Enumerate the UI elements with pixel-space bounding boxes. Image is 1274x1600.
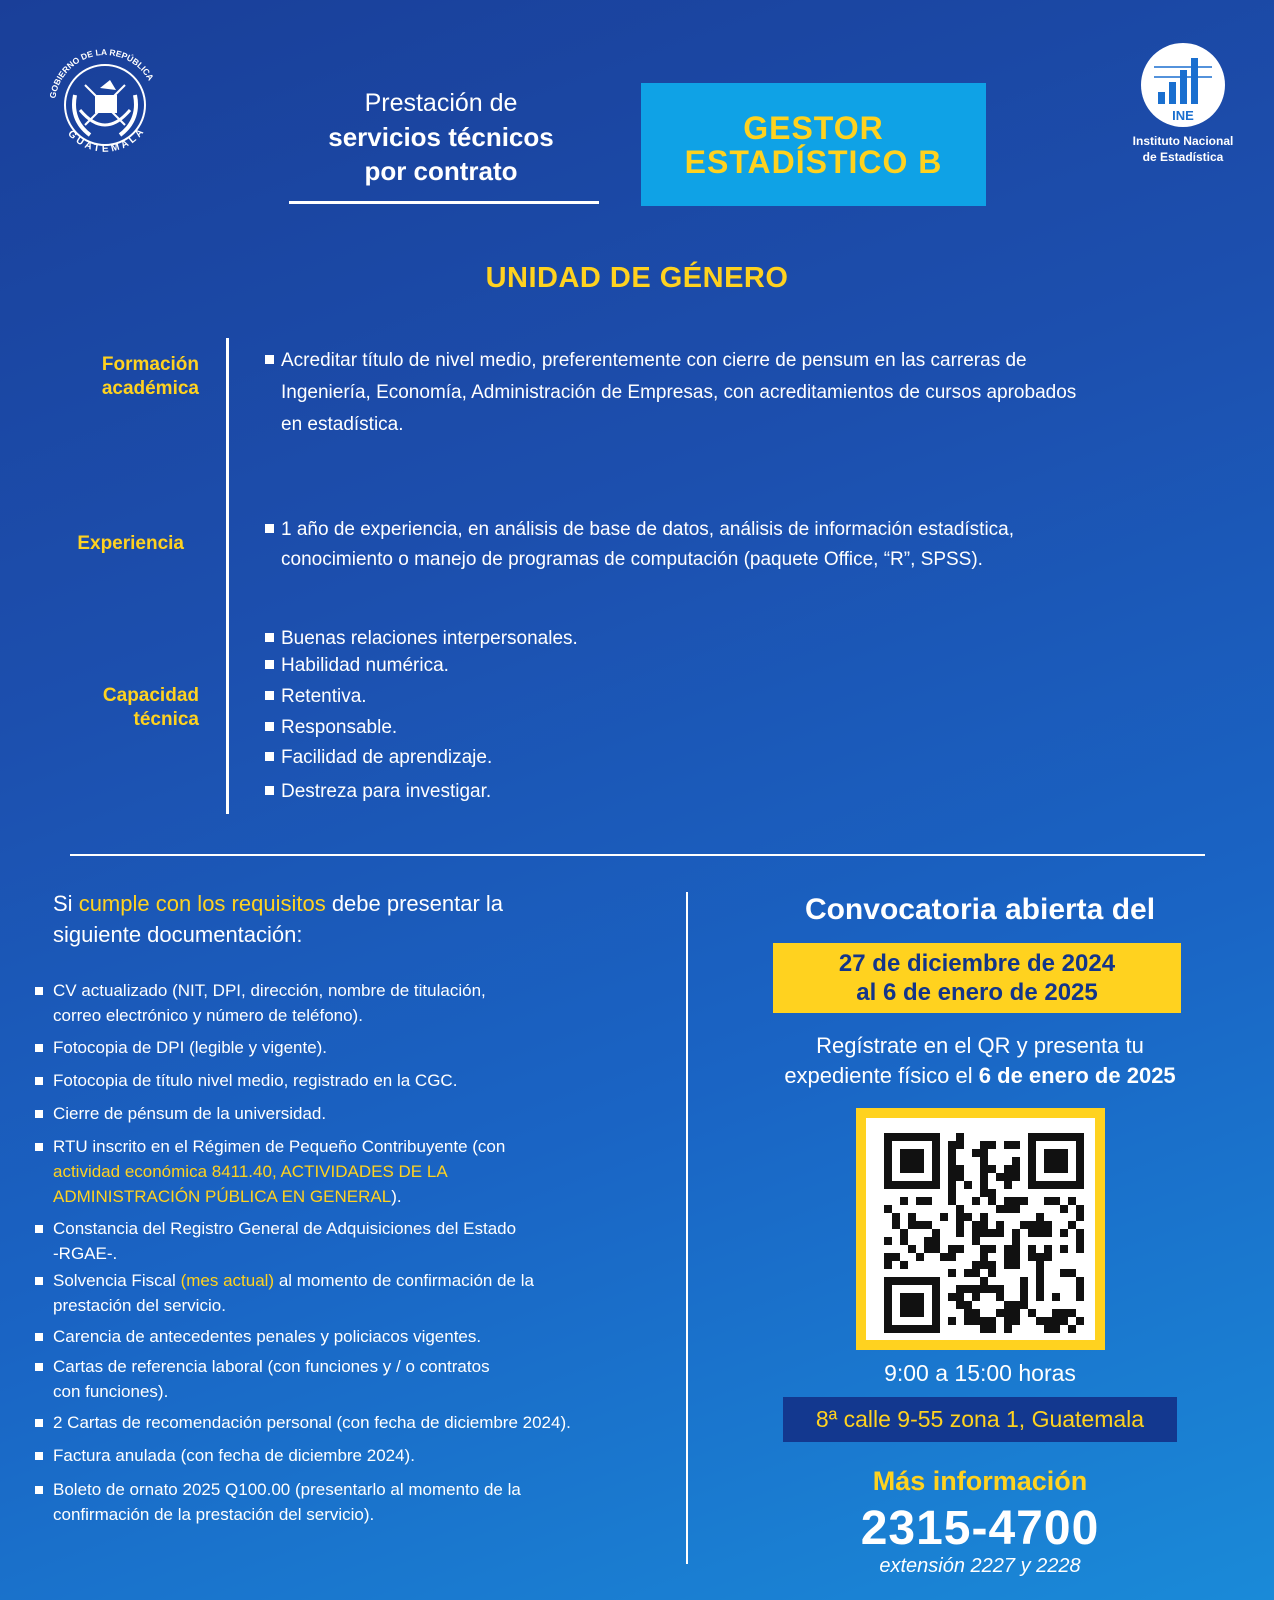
doc-line: 2 Cartas de recomendación personal (con fecha de diciembre 2024). (53, 1413, 571, 1432)
seal-text-top: GOBIERNO DE LA REPÚBLICA (47, 46, 156, 100)
list-item (35, 1354, 695, 1404)
list-item (35, 1477, 695, 1527)
list-item (35, 1068, 695, 1093)
doc-line: prestación del servicio. (53, 1296, 226, 1315)
section-divider (70, 854, 1205, 856)
doc-line: Solvencia Fiscal (53, 1271, 181, 1290)
bullet-square-icon (265, 524, 274, 533)
more-info-label: Más información (872, 1466, 1088, 1496)
bullet-square-icon (265, 786, 274, 795)
capacidad-item-text: Destreza para investigar. (281, 781, 492, 802)
list-item (35, 1035, 695, 1060)
doc-line: con funciones). (53, 1382, 169, 1401)
experiencia-bullet (265, 514, 1014, 546)
capacidad-item-text: Habilidad numérica. (281, 655, 449, 676)
position-line-1: GESTOR (743, 109, 884, 146)
ine-bar-chart-icon (1140, 42, 1226, 128)
bullet-square-icon (265, 722, 274, 731)
ine-name-line-1: Instituto Nacional (1132, 134, 1234, 148)
bullet-square-icon (265, 633, 274, 642)
list-item (35, 1410, 695, 1435)
doc-line: Carencia de antecedentes penales y policiacos vigentes. (53, 1327, 482, 1346)
ine-abbr: INE (1172, 108, 1194, 123)
capacidad-item-text: Buenas relaciones interpersonales. (281, 628, 578, 649)
doc-line: confirmación de la prestación del servicio). (53, 1505, 375, 1524)
doc-line: Boleto de ornato 2025 Q100.00 (presentarlo al momento de la (53, 1480, 521, 1499)
bullet-square-icon (265, 691, 274, 700)
formacion-line-1: Acreditar título de nivel medio, preferentemente con cierre de pensum en las carreras de (281, 350, 1027, 371)
experiencia-line-2: conocimiento o manejo de programas de computación (paquete Office, “R”, SPSS). (281, 549, 983, 570)
unit-title: UNIDAD DE GÉNERO (485, 262, 789, 294)
capacidad-item (265, 742, 492, 774)
capacidad-item-text: Facilidad de aprendizaje. (281, 747, 493, 768)
register-date: 6 de enero de 2025 (978, 1063, 1176, 1088)
office-hours: 9:00 a 15:00 horas (884, 1360, 1076, 1386)
subtitle-line-2: servicios técnicos (328, 122, 554, 152)
doc-line: Cierre de pénsum de la universidad. (53, 1104, 327, 1123)
address: 8ª calle 9-55 zona 1, Guatemala (783, 1397, 1177, 1442)
vertical-divider (686, 892, 688, 1564)
doc-line: Factura anulada (con fecha de diciembre 2024). (53, 1446, 415, 1465)
capacidad-label (60, 684, 199, 732)
bullet-square-icon (265, 355, 274, 364)
qr-code[interactable] (866, 1118, 1095, 1340)
call-title: Convocatoria abierta del (804, 893, 1156, 926)
doc-line: Cartas de referencia laboral (con funciones y / o contratos (53, 1357, 490, 1376)
capacidad-item (265, 776, 491, 808)
docs-intro-line-2: siguiente documentación: (53, 922, 303, 947)
formacion-label (60, 353, 199, 401)
documents-list (35, 978, 695, 1527)
list-item (35, 1134, 695, 1209)
subtitle-line-1: Prestación de (364, 89, 518, 117)
doc-line: al momento de confirmación de la (274, 1271, 534, 1290)
formacion-label-line-2: académica (101, 378, 199, 399)
doc-line: -RGAE-. (53, 1244, 118, 1263)
list-item (35, 1324, 695, 1349)
docs-intro-pre: Si (53, 891, 79, 916)
experiencia-line-1: 1 año de experiencia, en análisis de base de datos, análisis de información estadística, (281, 519, 1015, 540)
requirements-divider (226, 338, 229, 814)
call-dates-box (773, 943, 1181, 1013)
formacion-line-2: Ingeniería, Economía, Administración de Empresas, con acreditamientos de cursos aprobados (281, 382, 1077, 403)
qr-code-icon[interactable] (866, 1118, 1095, 1340)
list-item (35, 1443, 695, 1468)
doc-highlight: ADMINISTRACIÓN PÚBLICA EN GENERAL (53, 1187, 392, 1206)
doc-line: ). (391, 1187, 402, 1206)
position-title-box (641, 83, 986, 206)
list-item (35, 1216, 695, 1266)
docs-intro (53, 888, 653, 950)
register-line-2: expediente físico el (784, 1063, 979, 1088)
capacidad-label-line-1: Capacidad (102, 685, 199, 706)
ine-name-line-2: de Estadística (1142, 150, 1224, 164)
bullet-square-icon (265, 660, 274, 669)
experiencia-label: Experiencia (77, 533, 184, 554)
bullet-square-icon (265, 752, 274, 761)
capacidad-item (265, 712, 397, 744)
header-underline (289, 201, 599, 204)
capacidad-label-line-2: técnica (133, 709, 199, 730)
capacidad-item-text: Responsable. (281, 717, 398, 738)
service-type-heading (285, 86, 597, 188)
seal-text-bottom: GUATEMALA (65, 124, 148, 155)
doc-line: Fotocopia de título nivel medio, registrado en la CGC. (53, 1071, 458, 1090)
docs-intro-post: debe presentar la (325, 891, 504, 916)
capacidad-item (265, 681, 367, 713)
docs-intro-highlight: cumple con los requisitos (78, 891, 326, 916)
formacion-label-line-1: Formación (101, 354, 199, 375)
doc-line: Constancia del Registro General de Adquisiciones del Estado (53, 1219, 517, 1238)
doc-line: CV actualizado (NIT, DPI, dirección, nombre de titulación, (53, 981, 486, 1000)
register-instructions (700, 1031, 1260, 1091)
subtitle-line-3: por contrato (364, 156, 518, 186)
call-date-line-1: 27 de diciembre de 2024 (838, 950, 1116, 977)
guatemala-seal-logo (40, 40, 170, 170)
list-item (35, 1268, 695, 1318)
list-item (35, 1101, 695, 1126)
phone-number[interactable]: 2315-4700 (860, 1502, 1100, 1555)
doc-highlight: actividad económica 8411.40, ACTIVIDADES DE LA (53, 1162, 448, 1181)
phone-extension: extensión 2227 y 2228 (879, 1555, 1081, 1577)
ine-logo (1128, 42, 1238, 172)
list-item (35, 978, 695, 1028)
doc-line: Fotocopia de DPI (legible y vigente). (53, 1038, 328, 1057)
doc-line: correo electrónico y número de teléfono). (53, 1006, 363, 1025)
formacion-line-3: en estadística. (281, 414, 404, 435)
position-line-2: ESTADÍSTICO B (684, 143, 943, 180)
capacidad-item (265, 650, 449, 682)
formacion-bullet (265, 345, 1027, 377)
doc-highlight: (mes actual) (180, 1271, 275, 1290)
svg-text:GOBIERNO DE LA REPÚBLICA (47, 47, 156, 99)
doc-line: RTU inscrito en el Régimen de Pequeño Contribuyente (con (53, 1137, 506, 1156)
capacidad-item-text: Retentiva. (281, 686, 367, 707)
call-date-line-2: al 6 de enero de 2025 (856, 979, 1098, 1006)
register-line-1: Regístrate en el QR y presenta tu (816, 1033, 1144, 1058)
